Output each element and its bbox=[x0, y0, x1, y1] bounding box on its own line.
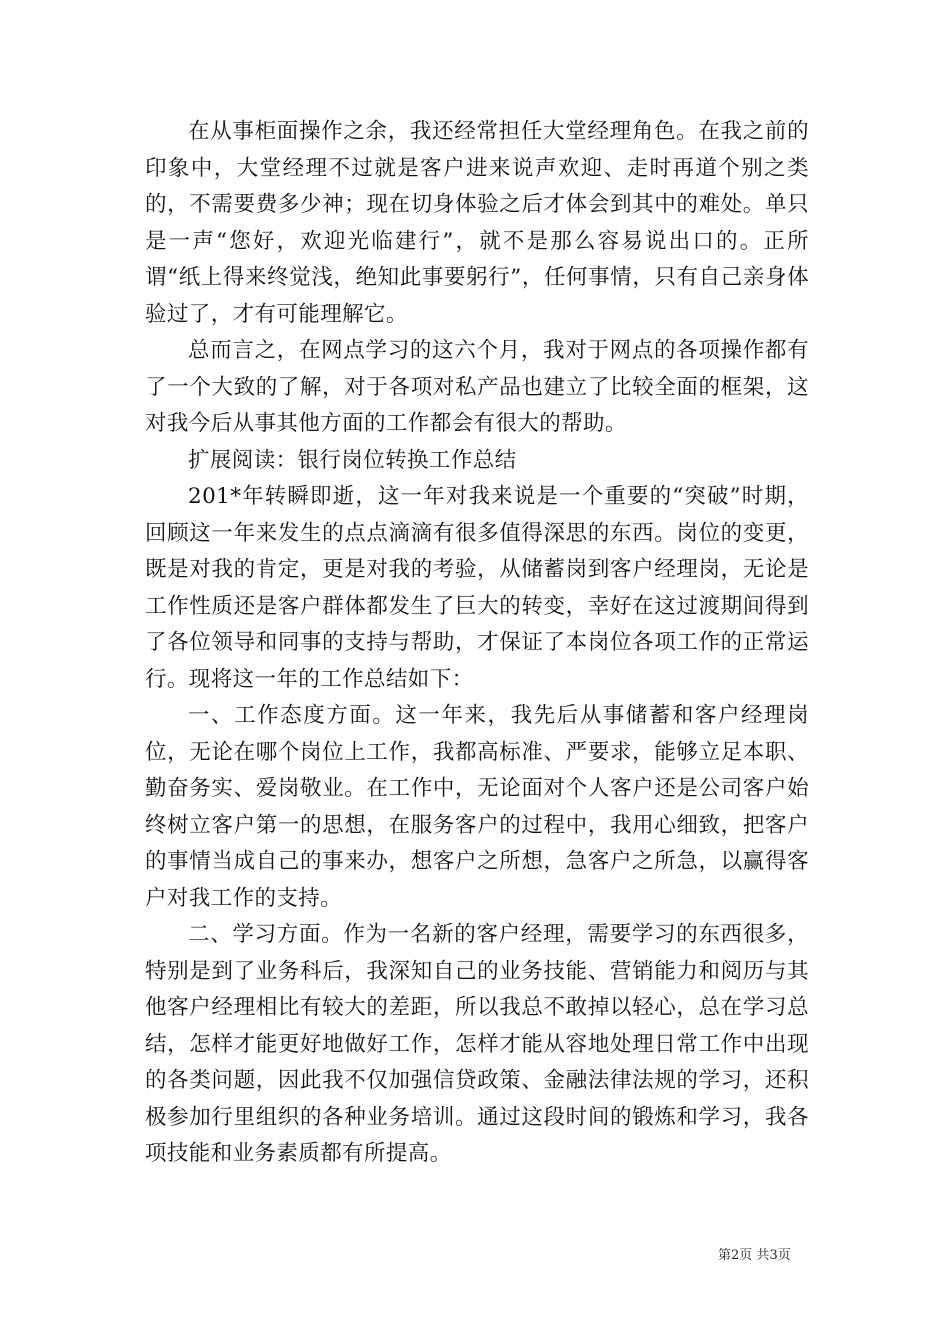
paragraph-lobby-manager: 在从事柜面操作之余，我还经常担任大堂经理角色。在我之前的印象中，大堂经理不过就是客户进来说声欢迎、走时再道个别之类的，不需要费多少神；现在切身体验之后才体会到其中的难处。单只是一声“您好，欢迎光临建行”，就不是那么容易说出口的。正所谓“纸上得来终觉浅，绝知此事要躬行”，任何事情，只有自己亲身体验过了，才有可能理解它。 bbox=[145, 119, 809, 327]
footer-suffix: 页 bbox=[777, 1248, 791, 1263]
document-body bbox=[145, 114, 809, 1173]
footer-middle: 页 共 bbox=[739, 1248, 770, 1263]
paragraph-summary: 总而言之，在网点学习的这六个月，我对于网点的各项操作都有了一个大致的了解，对于各项对私产品也建立了比较全面的框架，这对我今后从事其他方面的工作都会有很大的帮助。 bbox=[145, 338, 809, 436]
paragraph-learning: 二、学习方面。作为一名新的客户经理，需要学习的东西很多，特别是到了业务科后，我深知自己的业务技能、营销能力和阅历与其他客户经理相比有较大的差距，所以我总不敢掉以轻心，总在学习总结，怎样才能更好地做好工作，怎样才能从容地处理日常工作中出现的各类问题，因此我不仅加强信贷政策、金融法律法规的学习，还积极参加行里组织的各种业务培训。通过这段时间的锻炼和学习，我各项技能和业务素质都有所提高。 bbox=[145, 922, 809, 1166]
paragraph-work-attitude: 一、工作态度方面。这一年来，我先后从事储蓄和客户经理岗位，无论在哪个岗位上工作，我都高标准、严要求，能够立足本职、勤奋务实、爱岗敬业。在工作中，无论面对个人客户还是公司客户始终树立客户第一的思想，在服务客户的过程中，我用心细致，把客户的事情当成自己的事来办，想客户之所想，急客户之所急，以赢得客户对我工作的支持。 bbox=[145, 703, 809, 911]
footer-prefix: 第 bbox=[718, 1248, 732, 1263]
footer-total-pages: 3 bbox=[769, 1248, 778, 1263]
paragraph-year-review: 201*年转瞬即逝，这一年对我来说是一个重要的“突破”时期，回顾这一年来发生的点点滴滴有很多值得深思的东西。岗位的变更，既是对我的肯定，更是对我的考验，从储蓄岗到客户经理岗，无论是工作性质还是客户群体都发生了巨大的转变，幸好在这过渡期间得到了各位领导和同事的支持与帮助，才保证了本岗位各项工作的正常运行。现将这一年的工作总结如下： bbox=[145, 484, 809, 692]
footer-current-page: 2 bbox=[731, 1248, 740, 1263]
page-number-footer bbox=[718, 1244, 791, 1263]
paragraph-extended-reading-title: 扩展阅读：银行岗位转换工作总结 bbox=[188, 447, 517, 473]
